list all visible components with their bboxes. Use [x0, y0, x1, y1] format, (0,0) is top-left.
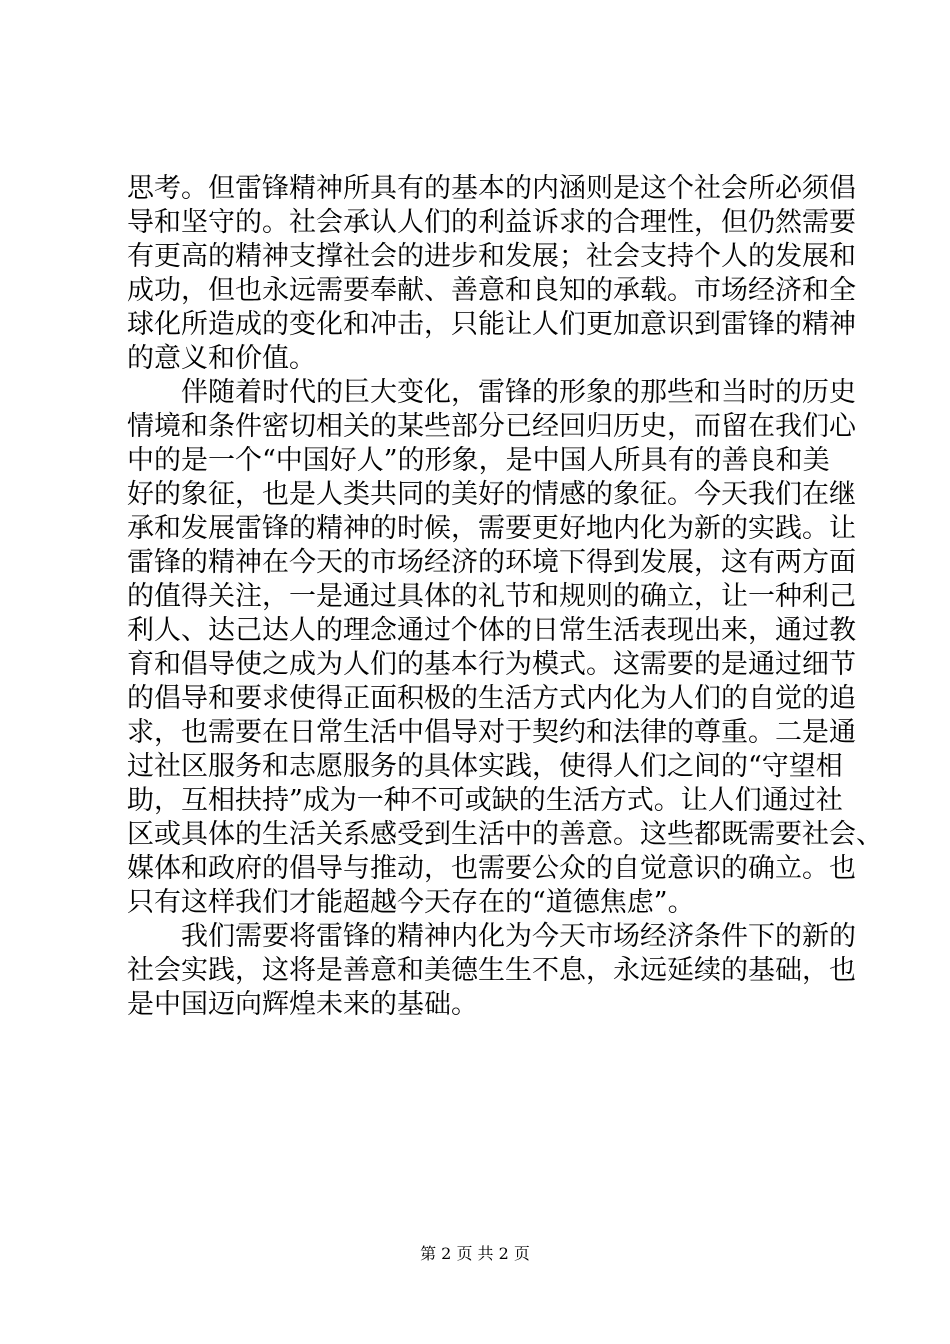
text-line: 雷锋的精神在今天的市场经济的环境下得到发展，这有两方面	[127, 547, 856, 578]
text-line: 助，互相扶持”成为一种不可或缺的生活方式。让人们通过社	[127, 785, 843, 816]
text-line: 球化所造成的变化和冲击，只能让人们更加意识到雷锋的精神	[127, 309, 856, 340]
text-line: 的值得关注，一是通过具体的礼节和规则的确立，让一种利己	[127, 581, 856, 612]
text-line: 是中国迈向辉煌未来的基础。	[127, 989, 478, 1020]
text-line: 的意义和价值。	[127, 343, 316, 374]
text-line: 的倡导和要求使得正面积极的生活方式内化为人们的自觉的追	[127, 683, 856, 714]
paragraph	[127, 172, 856, 376]
text-line: 好的象征，也是人类共同的美好的情感的象征。今天我们在继	[127, 479, 856, 510]
text-line: 过社区服务和志愿服务的具体实践，使得人们之间的“守望相	[127, 751, 843, 782]
paragraph	[127, 920, 856, 1022]
text-line: 我们需要将雷锋的精神内化为今天市场经济条件下的新的	[181, 921, 856, 952]
text-line: 区或具体的生活关系感受到生活中的善意。这些都既需要社会、	[127, 819, 883, 850]
paragraph	[127, 376, 883, 920]
text-line: 导和坚守的。社会承认人们的利益诉求的合理性，但仍然需要	[127, 207, 856, 238]
text-line: 成功，但也永远需要奉献、善意和良知的承载。市场经济和全	[127, 275, 856, 306]
document-body	[127, 172, 883, 1022]
text-line: 只有这样我们才能超越今天存在的“道德焦虑”。	[127, 887, 695, 918]
text-line: 中的是一个“中国好人”的形象，是中国人所具有的善良和美	[127, 445, 830, 476]
text-line: 利人、达己达人的理念通过个体的日常生活表现出来，通过教	[127, 615, 856, 646]
text-line: 伴随着时代的巨大变化，雷锋的形象的那些和当时的历史	[181, 377, 856, 408]
text-line: 思考。但雷锋精神所具有的基本的内涵则是这个社会所必须倡	[127, 173, 856, 204]
text-line: 有更高的精神支撑社会的进步和发展；社会支持个人的发展和	[127, 241, 856, 272]
text-line: 社会实践，这将是善意和美德生生不息，永远延续的基础，也	[127, 955, 856, 986]
text-line: 育和倡导使之成为人们的基本行为模式。这需要的是通过细节	[127, 649, 856, 680]
text-line: 媒体和政府的倡导与推动，也需要公众的自觉意识的确立。也	[127, 853, 856, 884]
page-footer: 第 2 页 共 2 页	[420, 1244, 530, 1263]
text-line: 承和发展雷锋的精神的时候，需要更好地内化为新的实践。让	[127, 513, 856, 544]
text-line: 求，也需要在日常生活中倡导对于契约和法律的尊重。二是通	[127, 717, 856, 748]
text-line: 情境和条件密切相关的某些部分已经回归历史，而留在我们心	[127, 411, 856, 442]
